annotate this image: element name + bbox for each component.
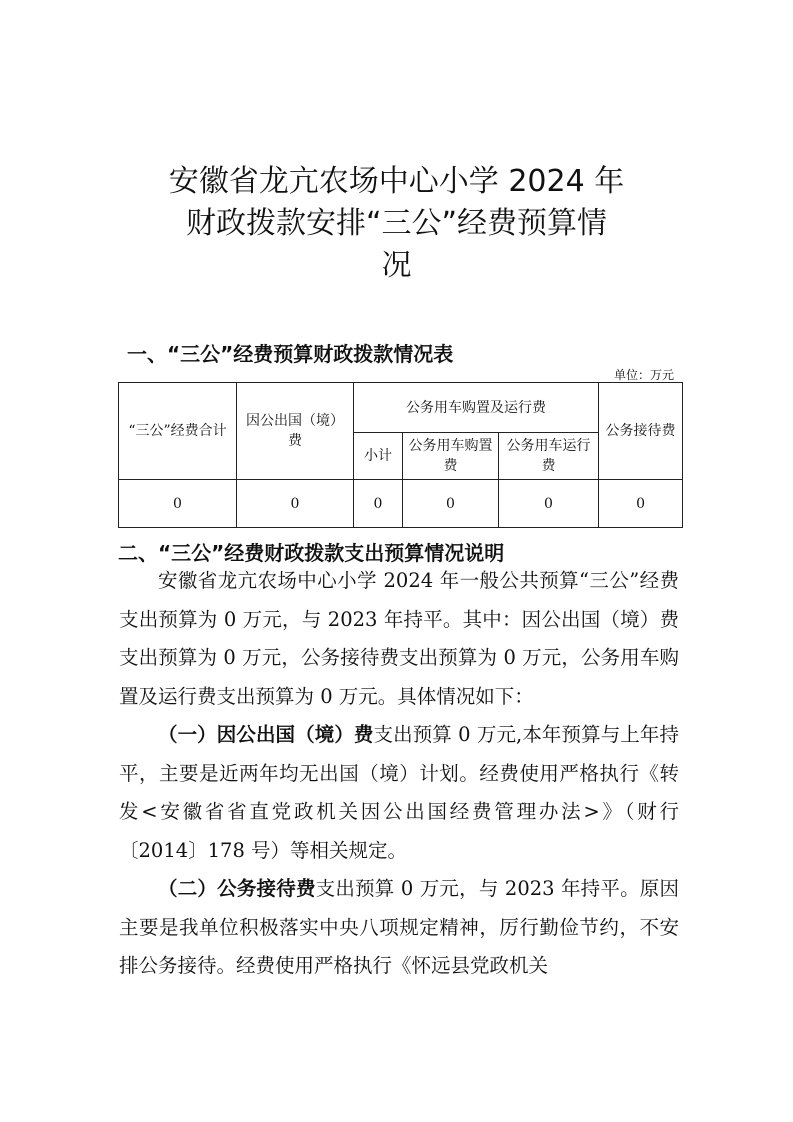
header-reception: 公务接待费 (599, 383, 683, 480)
paragraph-abroad-body: 支出预算 0 万元,本年预算与上年持平，主要是近两年均无出国（境）计划。经费使用严格执行《转发<安徽省省直党政机关因公出国经费管理办法>》（财行〔2014〕178 号）等相关规定。 (119, 723, 679, 862)
header-vehicle: 公务用车购置及运行费 (354, 383, 599, 433)
document-title-line-3: 况 (381, 248, 412, 283)
table-row (119, 480, 683, 528)
header-total: “三公”经费合计 (119, 383, 237, 480)
cell-vehicle-subtotal: 0 (354, 480, 403, 528)
paragraph-overview: 安徽省龙亢农场中心小学 2024 年一般公共预算“三公”经费支出预算为 0 万元，与 2023 年持平。其中：因公出国（境）费支出预算为 0 万元，公务接待费支出预算为 0 万元，公务用车购置及运行费支出预算为 0 万元。具体情况如下： (119, 569, 679, 708)
header-abroad: 因公出国（境）费 (237, 383, 354, 480)
header-vehicle-operation: 公务用车运行费 (499, 433, 599, 480)
document-title-line-1: 安徽省龙亢农场中心小学 2024 年 (168, 164, 625, 199)
header-vehicle-purchase: 公务用车购置费 (403, 433, 499, 480)
paragraph-reception (119, 870, 679, 986)
cell-abroad: 0 (237, 480, 354, 528)
section-1-heading: 一、“三公”经费预算财政拨款情况表 (127, 342, 454, 366)
cell-vehicle-purchase: 0 (403, 480, 499, 528)
paragraph-abroad-lead: （一）因公出国（境）费 (158, 723, 374, 746)
paragraph-abroad (119, 716, 679, 870)
cell-reception: 0 (599, 480, 683, 528)
paragraph-reception-lead: （二）公务接待费 (158, 877, 316, 900)
section-2-heading: 二、“三公”经费财政拨款支出预算情况说明 (118, 541, 505, 565)
unit-label: 单位：万元 (613, 368, 674, 382)
document-title-line-2: 财政拨款安排“三公”经费预算情 (185, 206, 608, 241)
three-public-expense-table (118, 382, 683, 528)
cell-total: 0 (119, 480, 237, 528)
paragraph-reception-body: 支出预算 0 万元，与 2023 年持平。原因主要是我单位积极落实中央八项规定精神，厉行勤俭节约，不安排公务接待。经费使用严格执行《怀远县党政机关 (119, 877, 679, 977)
header-vehicle-subtotal: 小计 (354, 433, 403, 480)
cell-vehicle-operation: 0 (499, 480, 599, 528)
